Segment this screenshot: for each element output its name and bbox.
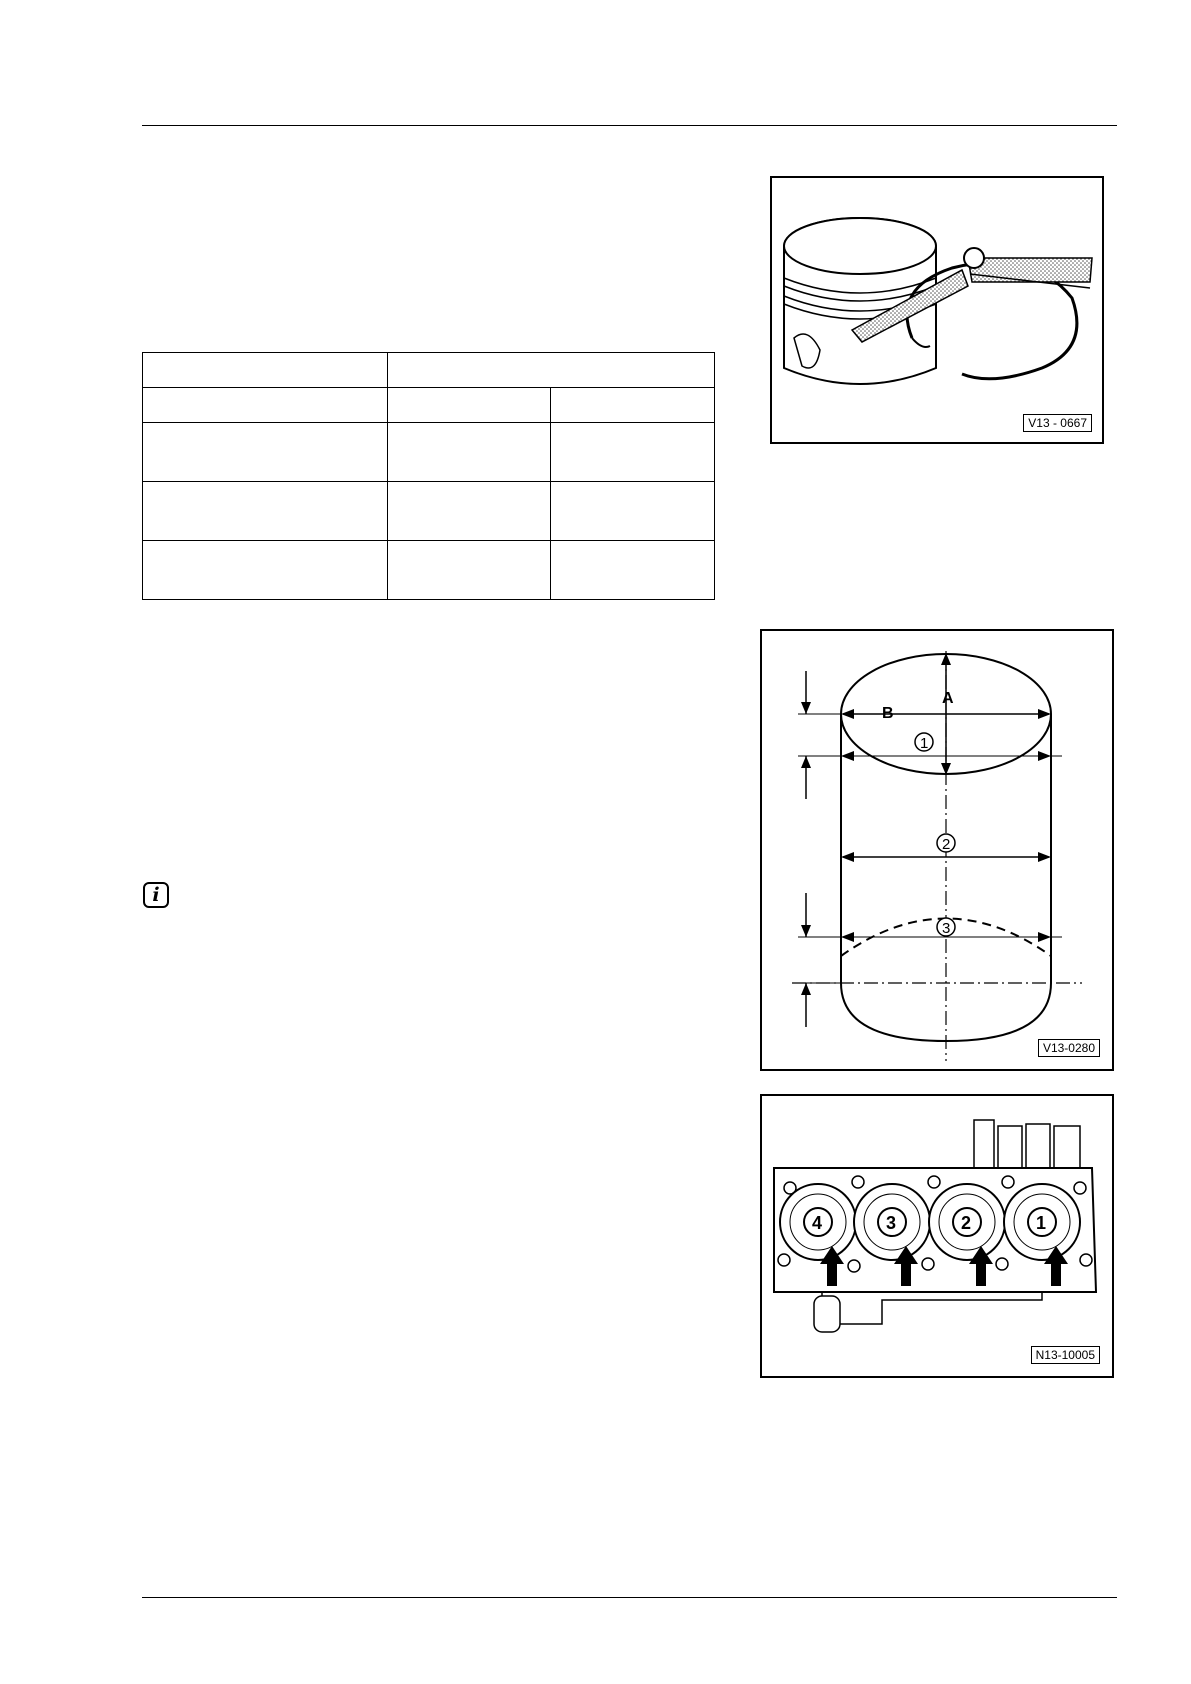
table-cell [388,541,551,600]
table-cell [143,388,388,423]
table-cell [551,482,715,541]
table-cell [551,541,715,600]
footer-rule [142,1597,1117,1598]
table-cell [143,482,388,541]
cylinder-bore-figure [760,629,1114,1071]
header-rule [142,125,1117,126]
cylinder-head-illustration [762,1096,1112,1376]
label-b: B [882,705,894,722]
figure-code: V13-0280 [1038,1039,1100,1057]
table-cell [388,388,551,423]
table-row [143,388,715,423]
table-cell [143,353,388,388]
cylinder-number: 4 [812,1213,823,1233]
table-row [143,423,715,482]
cylinder-bore-illustration [762,631,1112,1069]
spec-table [142,352,715,600]
table-cell [551,388,715,423]
table-cell [143,541,388,600]
table-cell [388,423,551,482]
cylinder-number: 1 [1036,1213,1047,1233]
marker-1: 1 [920,735,929,752]
label-a: A [942,690,954,707]
info-icon: i [143,882,169,908]
table-row [143,482,715,541]
cylinder-number: 2 [961,1213,972,1233]
figure-code: N13-10005 [1031,1346,1100,1364]
table-cell [388,353,715,388]
piston-ring-figure [770,176,1104,444]
table-row [143,541,715,600]
table-row [143,353,715,388]
cylinder-number: 3 [886,1213,897,1233]
table-cell [551,423,715,482]
marker-2: 2 [942,836,951,853]
table-cell [388,482,551,541]
piston-ring-illustration [772,178,1102,442]
figure-code: V13 - 0667 [1023,414,1092,432]
table-cell [143,423,388,482]
cylinder-head-figure [760,1094,1114,1378]
marker-3: 3 [942,920,951,937]
